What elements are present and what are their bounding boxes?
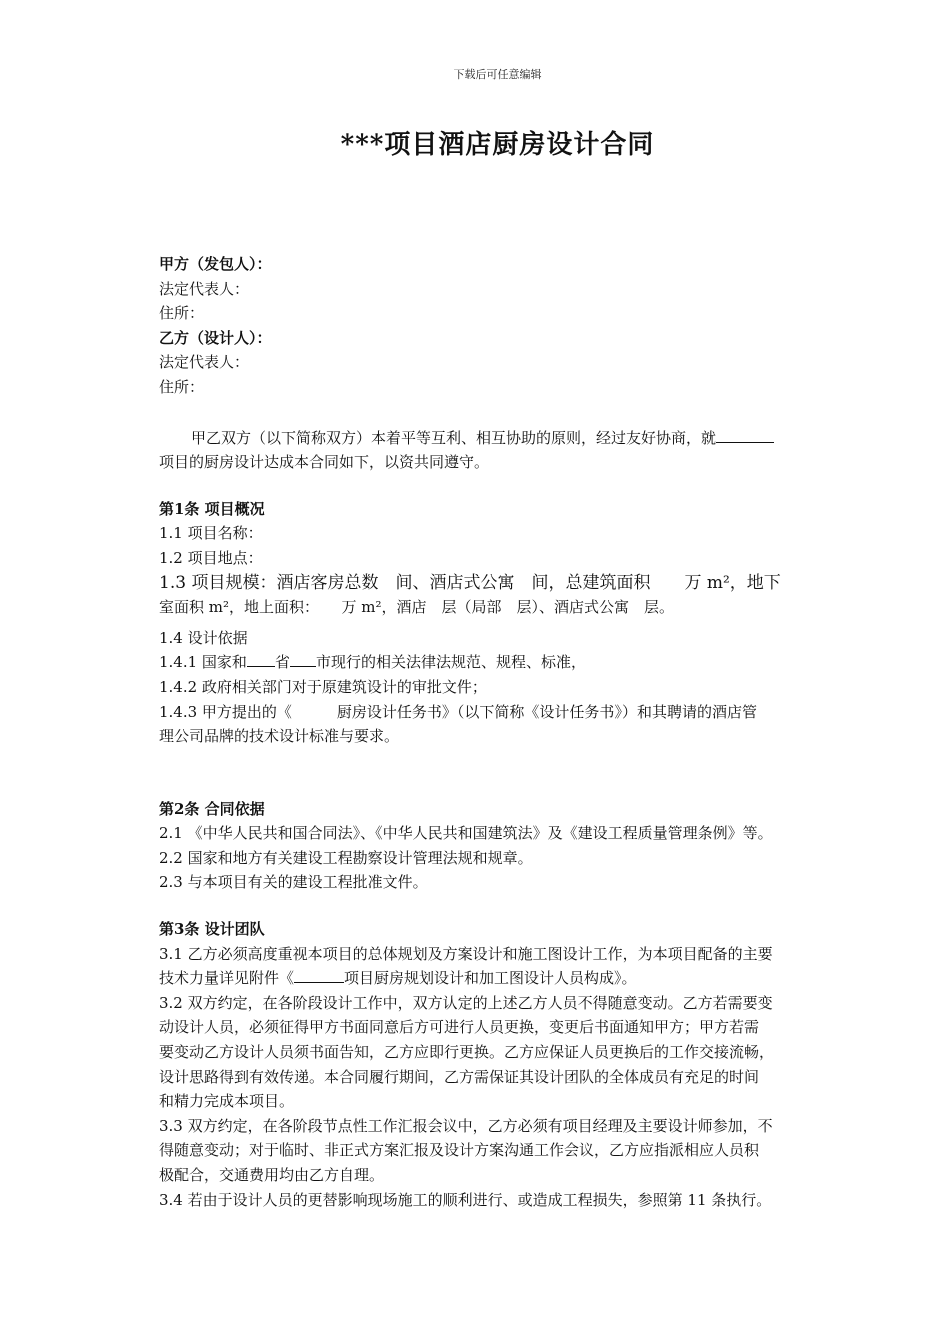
clause-1-4-1 (159, 650, 849, 675)
attachment-project-blank (294, 968, 344, 983)
clause-1-4-1-part-c: 市现行的相关法律法规范、规程、标准， (315, 653, 586, 672)
clause-3-1-text-a: 技术力量详见附件《 (159, 969, 295, 988)
clause-1-3-line-2: 室面积 m²，地上面积： 万 m²，酒店 层（局部 层）、酒店式公寓 层。 (159, 598, 675, 617)
party-a-address: 住所： (159, 304, 205, 323)
party-b-label: 乙方（设计人）： (159, 328, 272, 347)
preamble-text: 甲乙双方（以下简称双方）本着平等互利、相互协助的原则，经过友好协商，就 (191, 428, 717, 447)
clause-3-3-line-3: 极配合，交通费用均由乙方自理。 (159, 1166, 385, 1184)
clause-1-4-3-line-2: 理公司品牌的技术设计标准与要求。 (159, 727, 400, 746)
clause-1-2: 1.2 项目地点： (159, 548, 263, 567)
clause-3-2-line-2: 动设计人员，必须征得甲方书面同意后方可进行人员更换，变更后书面通知甲方；甲方若需 (159, 1018, 760, 1037)
clause-1-4-1-part-b: 省 (274, 653, 290, 672)
header-note: 下载后可任意编辑 (453, 68, 542, 81)
party-a-representative: 法定代表人： (159, 279, 250, 298)
clause-3-3-line-1: 3.3 双方约定，在各阶段节点性工作汇报会议中，乙方必须有项目经理及主要设计师参加，不 (159, 1116, 773, 1135)
city-blank (290, 652, 316, 667)
province-blank (247, 652, 275, 667)
project-name-blank (716, 428, 774, 443)
clause-2-2: 2.2 国家和地方有关建设工程勘察设计管理法规和规章。 (159, 848, 533, 867)
clause-3-2-line-5: 和精力完成本项目。 (159, 1092, 295, 1111)
party-b-address: 住所： (159, 377, 205, 396)
article-2-heading: 第2条 合同依据 (159, 799, 265, 818)
clause-3-4: 3.4 若由于设计人员的更替影响现场施工的顺利进行、或造成工程损失，参照第 11 条执行。 (159, 1190, 772, 1209)
clause-3-3-line-2: 得随意变动；对于临时、非正式方案汇报及设计方案沟通工作会议，乙方应指派相应人员积 (159, 1141, 760, 1160)
article-1-heading: 第1条 项目概况 (159, 499, 265, 518)
preamble-line-1 (159, 426, 849, 451)
clause-3-1-text-b: 项目厨房规划设计和加工图设计人员构成》。 (344, 969, 637, 988)
clause-3-2-line-4: 设计思路得到有效传递。本合同履行期间，乙方需保证其设计团队的全体成员有充足的时间 (159, 1067, 760, 1086)
clause-3-1-line-2 (159, 966, 849, 991)
clause-3-1-line-1: 3.1 乙方必须高度重视本项目的总体规划及方案设计和施工图设计工作，为本项目配备的主要 (159, 944, 773, 963)
clause-1-3-line-1: 1.3 项目规模：酒店客房总数 间、酒店式公寓 间，总建筑面积 万 m²，地下 (159, 572, 781, 593)
preamble-line-2: 项目的厨房设计达成本合同如下，以资共同遵守。 (159, 453, 490, 472)
article-3-heading: 第3条 设计团队 (159, 920, 265, 939)
clause-1-4-1-part-a: 1.4.1 国家和 (159, 653, 247, 672)
party-b-representative: 法定代表人： (159, 353, 250, 372)
clause-1-4: 1.4 设计依据 (159, 628, 248, 647)
contract-body (159, 252, 849, 1212)
clause-1-1: 1.1 项目名称： (159, 524, 263, 543)
clause-2-3: 2.3 与本项目有关的建设工程批准文件。 (159, 873, 428, 892)
document-title: ***项目酒店厨房设计合同 (340, 130, 655, 160)
party-a-label: 甲方（发包人）： (159, 255, 272, 273)
clause-3-2-line-1: 3.2 双方约定，在各阶段设计工作中，双方认定的上述乙方人员不得随意变动。乙方若需要变 (159, 993, 773, 1012)
clause-1-4-2: 1.4.2 政府相关部门对于原建筑设计的审批文件； (159, 677, 487, 696)
clause-1-4-3-line-1: 1.4.3 甲方提出的《 厨房设计任务书》（以下简称《设计任务书》）和其聘请的酒店管 (159, 702, 757, 721)
clause-2-1: 2.1 《中华人民共和国合同法》、《中华人民共和国建筑法》及《建设工程质量管理条例》等。 (159, 824, 773, 843)
clause-3-2-line-3: 要变动乙方设计人员须书面告知，乙方应即行更换。乙方应保证人员更换后的工作交接流畅， (159, 1043, 775, 1062)
